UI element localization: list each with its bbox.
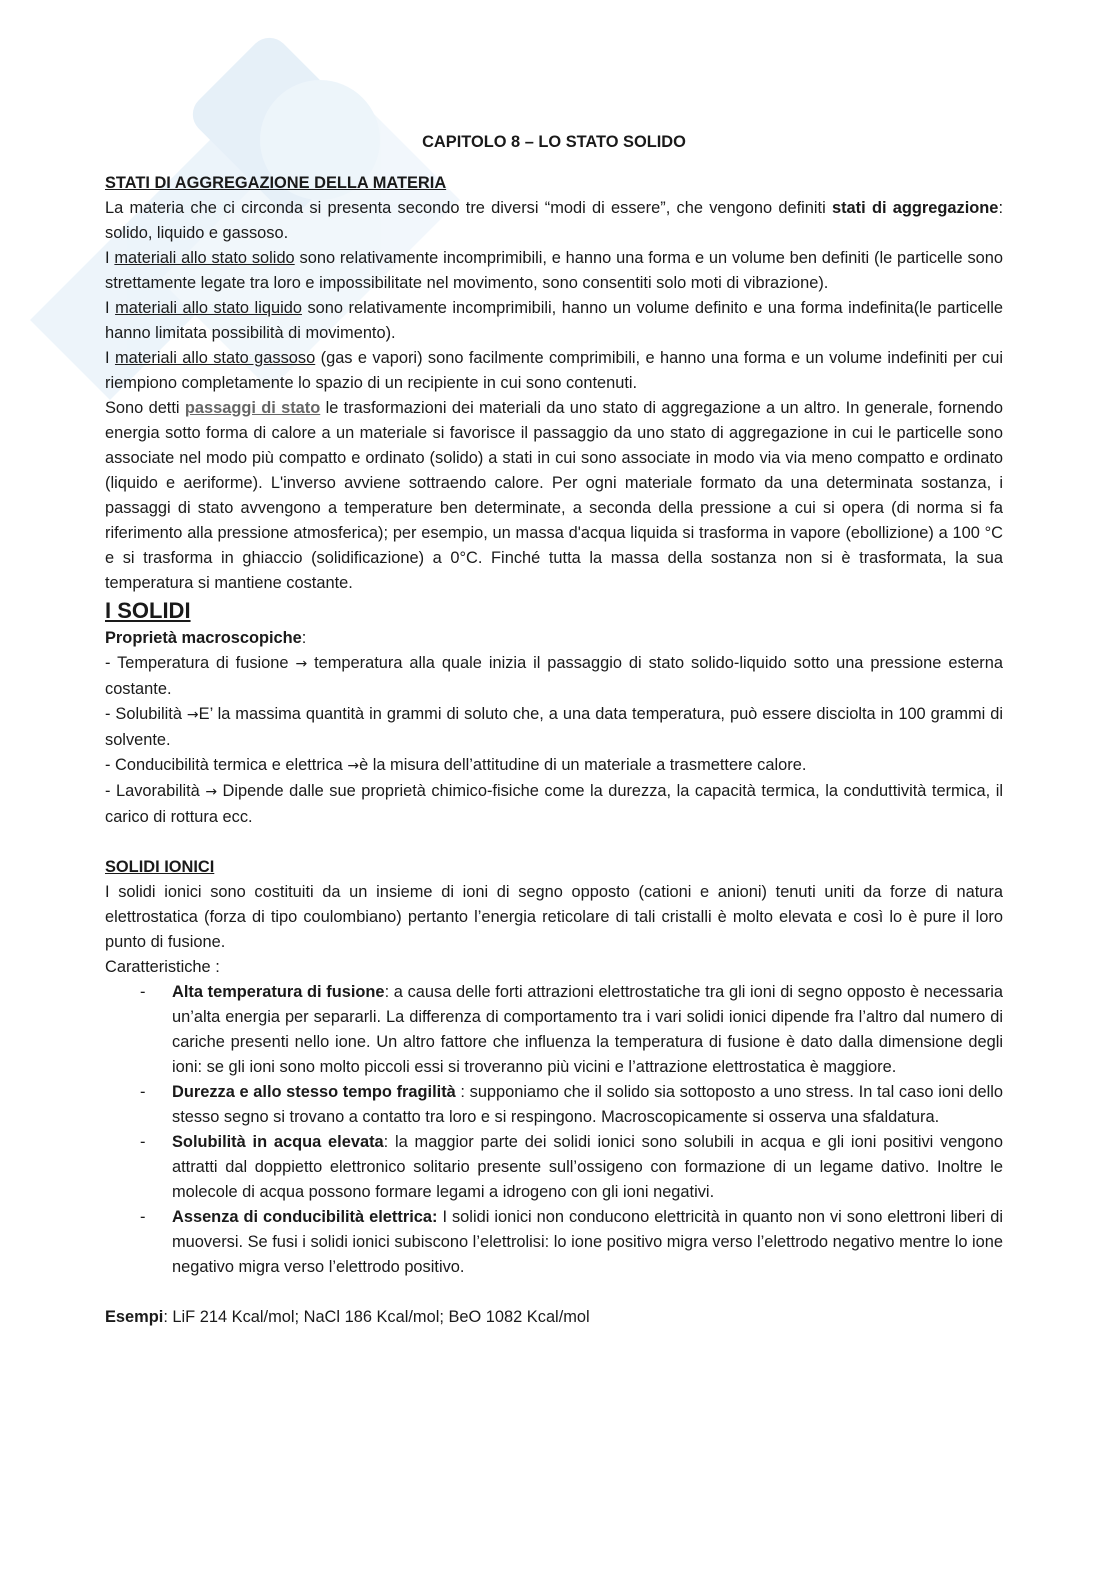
paragraph-passaggi-di-stato: Sono detti passaggi di stato le trasformazioni dei materiali da uno stato di aggregazione a un altro. In generale, fornendo energia sotto forma di calore a un materiale si favorisce il passaggio da uno stato di aggregazione in cui le particelle sono associate nel modo più compatto e ordinato (solido) a stati in cui sono associate in modo via via meno compatto e ordinato (liquido e aeriforme). L'inverso avviene sottraendo calore. Per ogni materiale formato da una determinata sostanza, i passaggi di stato avvengono a temperature ben determinate, a seconda della pressione a cui si opera (di norma si fa riferimento alla pressione atmosferica); per esempio, un massa d'acqua liquida si trasforma in vapore (ebollizione) a 100 °C e si trasforma in ghiaccio (solidificazione) a 0°C. Finché tutta la massa della sostanza non si è trasformata, la sua temperatura si mantiene costante. [105, 399, 1003, 592]
list-item: - Solubilità in acqua elevata: la maggior parte dei solidi ionici sono solubili in acqua e gli ioni positivi vengono attratti dal doppietto elettronico solitario presente sull’ossigeno con formazione di un legame dativo. Inoltre le molecole di acqua possono formare legami a idrogeno con gli ioni negativi. [140, 1133, 1003, 1201]
arrow-right-icon: → [347, 758, 360, 774]
property-fusione: - Temperatura di fusione → temperatura alla quale inizia il passaggio di stato solido-liquido sotto una pressione esterna costante. [105, 654, 1003, 698]
list-item: - Durezza e allo stesso tempo fragilità : supponiamo che il solido sia sottoposto a uno stress. In tal caso ioni dello stesso segno si trovano a contatto tra loro e si respingono. Macroscopicamente si osserva una sfaldatura. [140, 1083, 1003, 1126]
examples-line: Esempi: LiF 214 Kcal/mol; NaCl 186 Kcal/mol; BeO 1082 Kcal/mol [105, 1308, 590, 1326]
chapter-title: CAPITOLO 8 – LO STATO SOLIDO [422, 133, 686, 151]
arrow-right-icon: → [295, 656, 308, 672]
caratteristiche-list [105, 980, 1003, 1280]
property-lavorabilita: - Lavorabilità → Dipende dalle sue proprietà chimico-fisiche come la durezza, la capacità termica, la conduttività termica, il carico di rottura ecc. [105, 782, 1003, 826]
list-item: - Alta temperatura di fusione: a causa delle forti attrazioni elettrostatiche tra gli ioni di segno opposto è necessaria un’alta energia per separarli. La differenza di comportamento tra i vari solidi ionici dipende fra l’altro dal numero di cariche presenti nello ione. Un altro fattore che influenza la temperatura di fusione è dato dalla dimensione degli ioni: se gli ioni sono molto piccoli essi si troveranno più vicini e l’attrazione elettrostatica è maggiore. [140, 983, 1003, 1076]
property-solubilita: - Solubilità →E’ la massima quantità in grammi di soluto che, a una data temperatura, può essere disciolta in 100 grammi di solvente. [105, 705, 1003, 749]
section-heading-solidi-ionici: SOLIDI IONICI [105, 858, 215, 876]
paragraph-solido: I materiali allo stato solido sono relativamente incomprimibili, e hanno una forma e un volume ben definiti (le particelle sono strettamente legate tra loro e impossibilitate nel movimento, sono consentiti solo moti di vibrazione). [105, 249, 1004, 292]
arrow-right-icon: → [186, 707, 199, 723]
list-item: - Assenza di conducibilità elettrica: I solidi ionici non conducono elettricità in quanto non vi sono elettroni liberi di muoversi. Se fusi i solidi ionici subiscono l’elettrolisi: lo ione positivo migra verso l’elettrodo negativo mentre lo ione negativo migra verso l’elettrodo positivo. [140, 1208, 1003, 1276]
arrow-right-icon: → [205, 784, 218, 800]
paragraph-ionici-intro: I solidi ionici sono costituiti da un insieme di ioni di segno opposto (cationi e anioni) tenuti uniti da forze di natura elettrostatica (forza di tipo coulombiano) pertanto l’energia reticolare di tali cristalli è molto elevata e così lo è pure il loro punto di fusione. [105, 883, 1003, 951]
paragraph-stati-intro: La materia che ci circonda si presenta secondo tre diversi “modi di essere”, che vengono definiti stati di aggregazione: solido, liquido e gassoso. [105, 199, 1003, 242]
paragraph-liquido: I materiali allo stato liquido sono relativamente incomprimibili, hanno un volume definito e una forma indefinita(le particelle hanno limitata possibilità di movimento). [105, 299, 1004, 342]
paragraph-gassoso: I materiali allo stato gassoso (gas e vapori) sono facilmente comprimibili, e hanno una forma e un volume indefiniti per cui riempiono completamente lo spazio di un recipiente in cui sono contenuti. [105, 349, 1003, 392]
subheading-proprieta: Proprietà macroscopiche: [105, 629, 307, 647]
section-heading-solidi: I SOLIDI [105, 598, 191, 623]
passaggi-di-stato-link: passaggi di stato [184, 399, 321, 417]
caratteristiche-label: Caratteristiche : [105, 958, 220, 976]
property-conducibilita: - Conducibilità termica e elettrica →è la misura dell’attitudine di un materiale a trasmettere calore. [105, 756, 807, 774]
document-page [105, 130, 1003, 1330]
section-heading-stati: STATI DI AGGREGAZIONE DELLA MATERIA [105, 174, 447, 192]
